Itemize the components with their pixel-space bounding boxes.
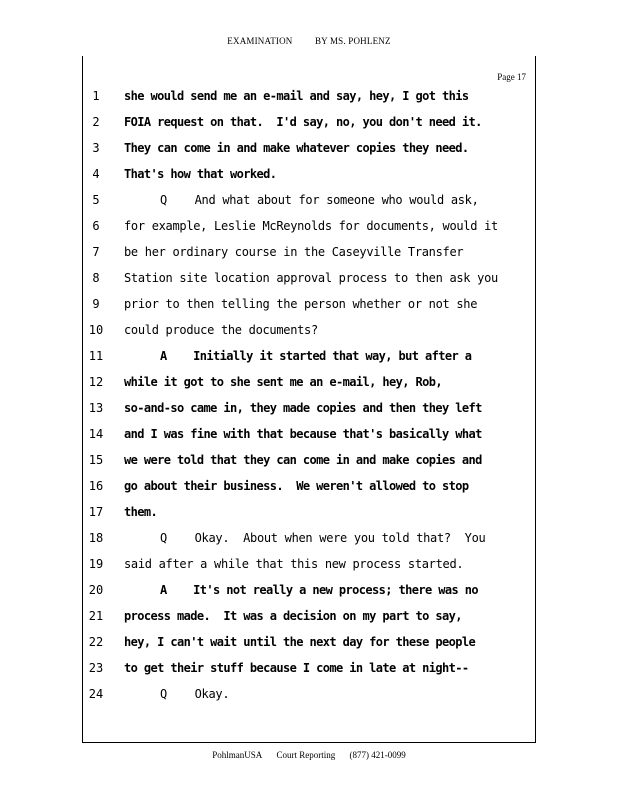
answer-text: They can come in and make whatever copies they need. xyxy=(124,141,469,155)
line-number: 9 xyxy=(92,297,100,311)
line-number: 24 xyxy=(88,687,104,701)
line-number: 5 xyxy=(92,193,100,207)
transcript-line xyxy=(0,317,618,343)
footer-service: Court Reporting xyxy=(276,750,336,760)
transcript-line xyxy=(0,135,618,161)
answer-text: while it got to she sent me an e-mail, hey, Rob, xyxy=(124,375,442,389)
answer-text: and I was fine with that because that's basically what xyxy=(124,427,482,441)
transcript-line xyxy=(0,395,618,421)
page-footer xyxy=(0,750,618,760)
line-number: 18 xyxy=(88,531,104,545)
line-number: 19 xyxy=(88,557,104,571)
transcript-line xyxy=(0,551,618,577)
transcript-line xyxy=(0,473,618,499)
question-text: could produce the documents? xyxy=(124,323,318,337)
question-text: for example, Leslie McReynolds for documents, would it xyxy=(124,219,498,233)
page-number: Page 17 xyxy=(497,72,526,82)
line-number: 7 xyxy=(92,245,100,259)
transcript-line xyxy=(0,525,618,551)
answer-text: we were told that they can come in and make copies and xyxy=(124,453,482,467)
transcript-line xyxy=(0,369,618,395)
answer-text: A Initially it started that way, but after a xyxy=(160,349,472,363)
answer-text: A It's not really a new process; there was no xyxy=(160,583,478,597)
answer-text: to get their stuff because I come in late at night-- xyxy=(124,661,469,675)
transcript-line xyxy=(0,109,618,135)
line-number: 12 xyxy=(88,375,104,389)
line-number: 14 xyxy=(88,427,104,441)
answer-text: them. xyxy=(124,505,158,519)
answer-text: FOIA request on that. I'd say, no, you don't need it. xyxy=(124,115,482,129)
line-number: 6 xyxy=(92,219,100,233)
question-text: Q Okay. xyxy=(160,687,230,701)
line-number: 23 xyxy=(88,661,104,675)
answer-text: That's how that worked. xyxy=(124,167,277,181)
transcript-line xyxy=(0,629,618,655)
transcript-line xyxy=(0,83,618,109)
line-number: 16 xyxy=(88,479,104,493)
line-number: 22 xyxy=(88,635,104,649)
transcript-line xyxy=(0,655,618,681)
question-text: said after a while that this new process started. xyxy=(124,557,464,571)
line-number: 20 xyxy=(88,583,104,597)
question-text: Station site location approval process to then ask you xyxy=(124,271,498,285)
transcript-line xyxy=(0,343,618,369)
transcript-line xyxy=(0,213,618,239)
footer-company: PohlmanUSA xyxy=(212,750,263,760)
question-text: be her ordinary course in the Caseyville Transfer xyxy=(124,245,464,259)
line-number: 13 xyxy=(88,401,104,415)
answer-text: she would send me an e-mail and say, hey, I got this xyxy=(124,89,469,103)
answer-text: go about their business. We weren't allowed to stop xyxy=(124,479,469,493)
transcript-line xyxy=(0,291,618,317)
question-text: Q And what about for someone who would ask, xyxy=(160,193,479,207)
line-number: 10 xyxy=(88,323,104,337)
line-number: 1 xyxy=(92,89,100,103)
line-number: 21 xyxy=(88,609,104,623)
transcript-line xyxy=(0,499,618,525)
line-number: 11 xyxy=(88,349,104,363)
question-text: Q Okay. About when were you told that? You xyxy=(160,531,486,545)
transcript-line xyxy=(0,577,618,603)
transcript-line xyxy=(0,187,618,213)
line-number: 8 xyxy=(92,271,100,285)
transcript-line xyxy=(0,421,618,447)
line-number: 15 xyxy=(88,453,104,467)
transcript-line xyxy=(0,603,618,629)
page-header xyxy=(0,36,618,46)
answer-text: so-and-so came in, they made copies and then they left xyxy=(124,401,482,415)
header-examiner: BY MS. POHLENZ xyxy=(314,36,391,46)
answer-text: process made. It was a decision on my part to say, xyxy=(124,609,462,623)
transcript-line xyxy=(0,447,618,473)
answer-text: hey, I can't wait until the next day for these people xyxy=(124,635,476,649)
header-section: EXAMINATION xyxy=(227,36,293,46)
line-number: 3 xyxy=(92,141,100,155)
footer-phone: (877) 421-0099 xyxy=(349,750,406,760)
line-number: 4 xyxy=(92,167,100,181)
transcript-line xyxy=(0,161,618,187)
transcript-line xyxy=(0,239,618,265)
line-number: 17 xyxy=(88,505,104,519)
line-number: 2 xyxy=(92,115,100,129)
transcript-line xyxy=(0,265,618,291)
question-text: prior to then telling the person whether or not she xyxy=(124,297,478,311)
transcript-line xyxy=(0,681,618,707)
